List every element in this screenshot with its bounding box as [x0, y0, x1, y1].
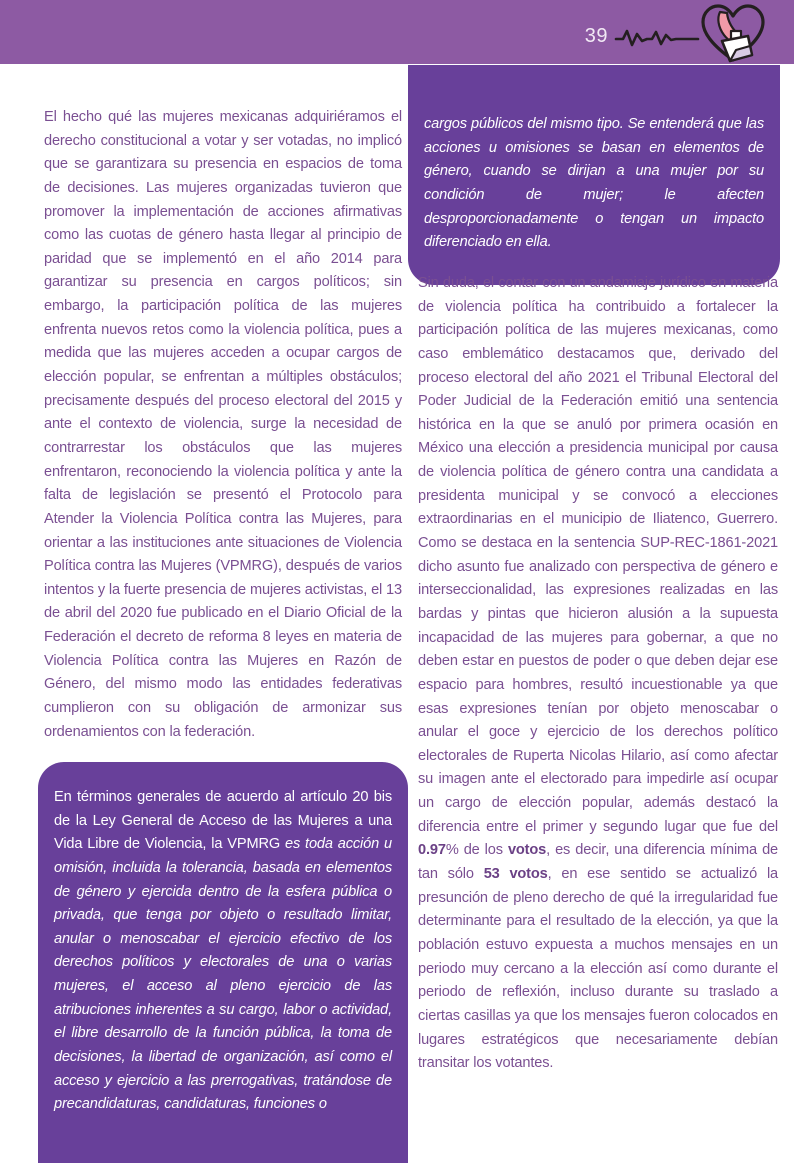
page-number: 39: [584, 24, 608, 47]
callout-right-italic: cargos públicos del mismo tipo. Se entenderá que las acciones u omisiones se basan en elementos de género, cuando se dirijan a una mujer por su condición de mujer; le afecten desproporcionadamente o tengan un impacto diferenciado en ella.: [424, 116, 764, 251]
heartbeat-line-icon: [614, 19, 700, 53]
callout-left-text: [54, 786, 392, 1117]
left-column-paragraph: El hecho qué las mujeres mexicanas adquiriéramos el derecho constitucional a votar y ser votadas, no implicó que se garantizara su presencia en espacios de toma de decisiones. Las mujeres organizadas tuvieron que promover la implementación de acciones afirmativas como las cuotas de género hasta llegar al principio de paridad que se implementó en el año 2014 para garantizar su presencia en cargos políticos; sin embargo, la participación política de las mujeres enfrenta nuevos retos como la violencia política, pues a medida que las mujeres acceden a ocupar cargos de elección popular, se enfrentan a múltiples obstáculos; precisamente después del proceso electoral del 2015 y ante el contexto de violencia, surge la necesidad de contrarrestar los obstáculos que las mujeres enfrentaron, reconociendo la violencia política y ante la falta de legislación se presentó el Protocolo para Atender la Violencia Política contra las Mujeres, para orientar a las instituciones ante situaciones de Violencia Política contra las Mujeres (VPMRG), después de varios intentos y la fuerte presencia de mujeres activistas, el 13 de abril del 2020 fue publicado en el Diario Oficial de la Federación el decreto de reforma 8 leyes en materia de Violencia Política contra las Mujeres en Razón de Género, del mismo modo las entidades federativas cumplieron con su obligación de armonizar sus ordenamientos con la federación.: [44, 109, 402, 740]
header-page-marker: [585, 10, 766, 62]
right-column-paragraph: [418, 272, 778, 1076]
right-text-part-3: , es decir, una diferencia mínima de tan sólo: [418, 842, 778, 883]
heart-ballot-box-icon: [700, 3, 766, 65]
callout-right-text: [424, 113, 764, 255]
right-column: [418, 272, 778, 1076]
right-text-part-4: , en ese sentido se actualizó la presunción de pleno derecho de qué la irregularidad fue determinante para el resultado de la elección, ya que la población estuvo expuesta a muchos mensajes en un periodo muy cercano a la elección así como durante el periodo de reflexión, incluso durante su traslado a ciertas casillas ya que los mensajes fueron colocados en lugares estratégicos que necesariamente debían transitar los votantes.: [418, 866, 778, 1072]
right-text-part-2: % de los: [445, 842, 508, 859]
left-column: [44, 106, 402, 744]
callout-left-lead: En términos generales de acuerdo al artículo 20 bis de la Ley General de Acceso de las Mujeres a una Vida Libre de Violencia, la VPMRG: [54, 789, 392, 853]
percent-value: 0.97: [418, 842, 446, 859]
right-text-part-1: Sin duda, el contar con un andamiaje jurídico en materia de violencia política ha contribuido a fortalecer la participación política de las mujeres mexicanas, como caso emblemático destacamos que, derivado del proceso electoral del año 2021 el Tribunal Electoral del Poder Judicial de la Federación emitió una sentencia histórica en la que se anuló por primera ocasión en México una elección a presidencia municipal por causa de violencia política de género contra una candidata a presidenta municipal y se convocó a elecciones extraordinarias en el municipio de Iliatenco, Guerrero. Como se destaca en la sentencia SUP-REC-1861-2021 dicho asunto fue analizado con perspectiva de género e interseccionalidad, las expresiones realizadas en las bardas y pintas que hicieron alusión a la supuesta incapacidad de las mujeres para gobernar, a que no deben estar en puestos de poder o que deben dejar ese espacio para hombres, resultó incuestionable ya que esas expresiones tenían por objeto menoscabar o anular el goce y ejercicio de los derechos político electorales de Ruperta Nicolas Hilario, así como afectar su imagen ante el electorado para impedirle así ocupar un cargo de elección popular, además destacó la diferencia entre el primer y segundo lugar que fue del: [418, 275, 778, 835]
callout-vpmrg-definition: [38, 762, 408, 1163]
votes-word: votos: [507, 842, 547, 859]
callout-left-italic: es toda acción u omisión, incluida la tolerancia, basada en elementos de género y ejercida dentro de la esfera pública o privada, que tenga por objeto o resultado limitar, anular o menoscabar el ejercicio efectivo de los derechos políticos y electorales de una o varias mujeres, el acceso al pleno ejercicio de las atribuciones inherentes a su cargo, labor o actividad, el libre desarrollo de la función pública, la toma de decisiones, la libertad de organización, así como el acceso y ejercicio a las prerrogativas, tratándose de precandidaturas, candidaturas, funciones o: [54, 836, 392, 1113]
votes-count: 53 votos: [483, 866, 548, 883]
callout-definition-continued: [408, 65, 780, 285]
